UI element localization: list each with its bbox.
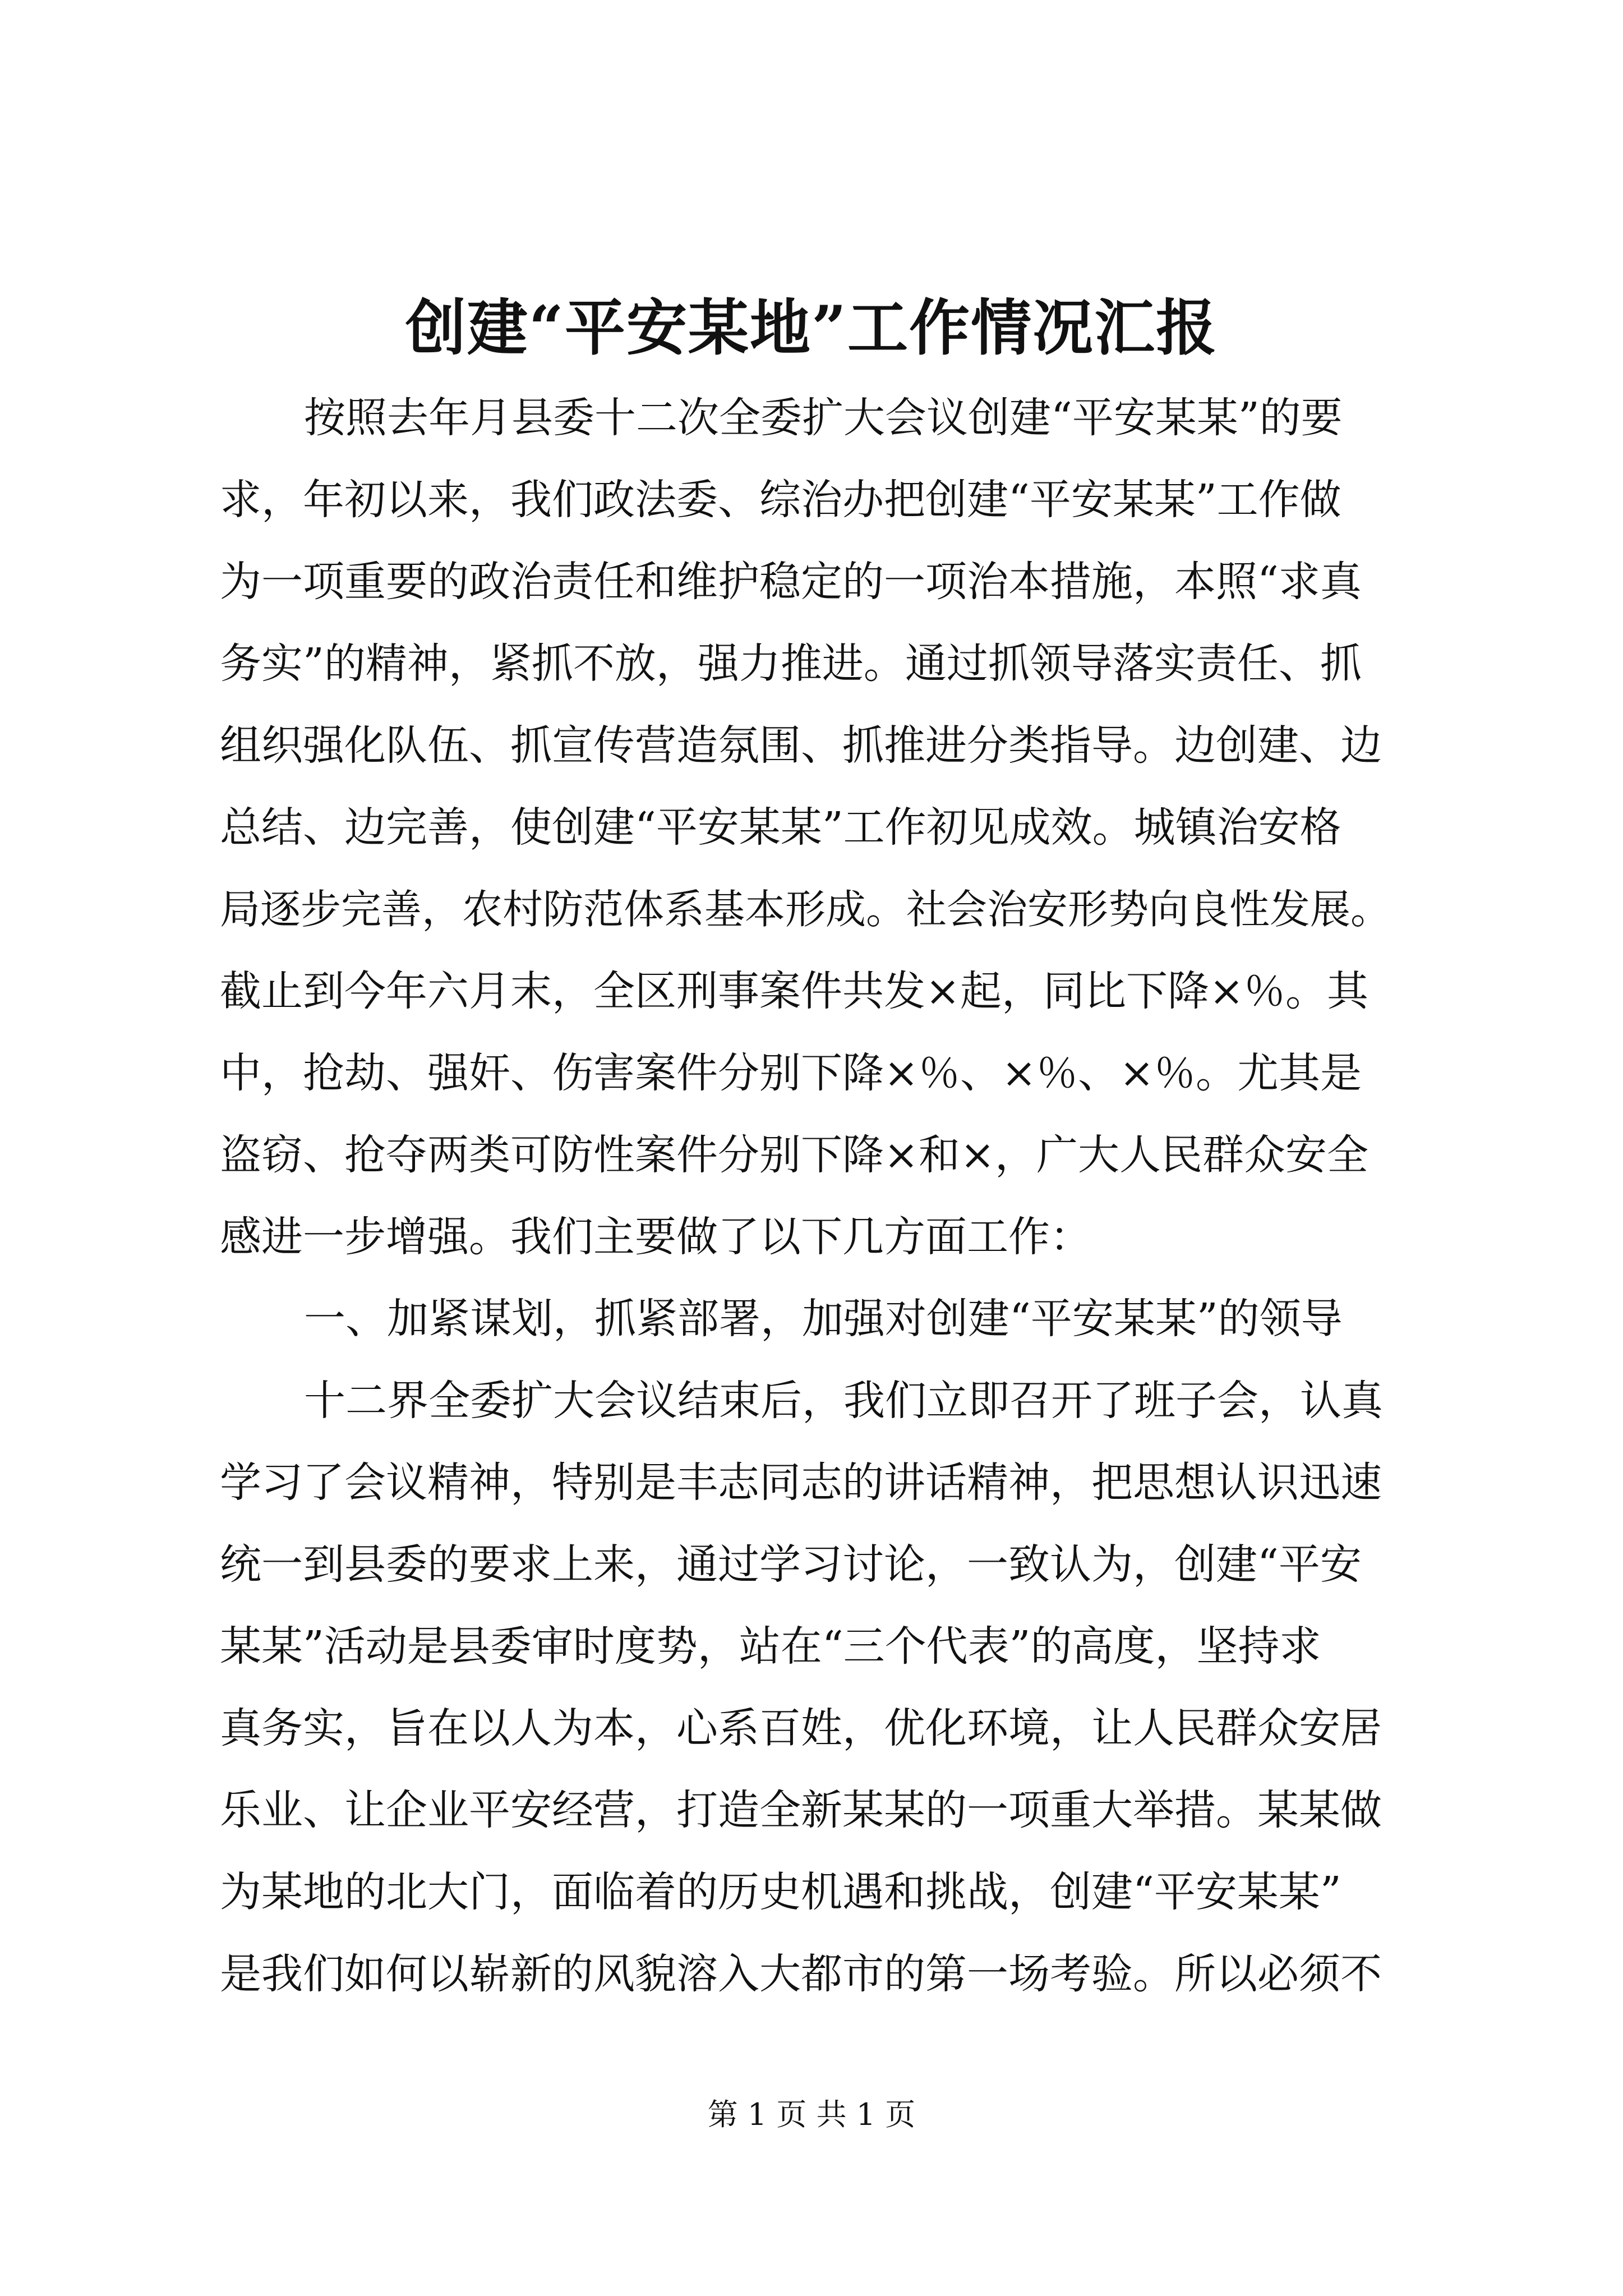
- section-heading: 一、加紧谋划，抓紧部署，加强对创建“平安某某”的领导: [304, 1295, 1343, 1343]
- paragraph-line: 务实”的精神，紧抓不放，强力推进。通过抓领导落实责任、抓: [220, 639, 1362, 688]
- document-title: 创建“平安某地”工作情况汇报: [405, 293, 1218, 364]
- paragraph-line: 中，抢劫、强奸、伤害案件分别下降×％、×％、×％。尤其是: [220, 1049, 1362, 1097]
- paragraph-line: 为某地的北大门，面临着的历史机遇和挑战，创建“平安某某”: [220, 1868, 1341, 1916]
- paragraph-line: 局逐步完善，农村防范体系基本形成。社会治安形势向良性发展。: [220, 886, 1391, 933]
- paragraph-line: 总结、边完善，使创建“平安某某”工作初见成效。城镇治安格: [220, 803, 1341, 852]
- paragraph-line: 组织强化队伍、抓宣传营造氛围、抓推进分类指导。边创建、边: [220, 721, 1382, 770]
- paragraph-line: 截止到今年六月末，全区刑事案件共发×起，同比下降×％。其: [220, 967, 1369, 1015]
- paragraph-line: 学习了会议精神，特别是丰志同志的讲话精神，把思想认识迅速: [220, 1458, 1382, 1507]
- paragraph-line: 某某”活动是县委审时度势，站在“三个代表”的高度，坚持求: [220, 1622, 1321, 1671]
- paragraph-line: 是我们如何以崭新的风貌溶入大都市的第一场考验。所以必须不: [220, 1950, 1382, 1998]
- paragraph-line: 十二界全委扩大会议结束后，我们立即召开了班子会，认真: [304, 1377, 1383, 1425]
- paragraph-line: 感进一步增强。我们主要做了以下几方面工作：: [220, 1213, 1091, 1261]
- paragraph-line: 乐业、让企业平安经营，打造全新某某的一项重大举措。某某做: [220, 1786, 1382, 1834]
- paragraph-line: 真务实，旨在以人为本，心系百姓，优化环境，让人民群众安居: [220, 1704, 1382, 1752]
- paragraph-line: 求，年初以来，我们政法委、综治办把创建“平安某某”工作做: [220, 476, 1341, 524]
- paragraph-line: 按照去年月县委十二次全委扩大会议创建“平安某某”的要: [304, 394, 1343, 442]
- paragraph-line: 为一项重要的政治责任和维护稳定的一项治本措施，本照“求真: [220, 558, 1362, 606]
- paragraph-line: 统一到县委的要求上来，通过学习讨论，一致认为，创建“平安: [220, 1540, 1362, 1589]
- document-body: [220, 377, 1403, 2015]
- paragraph-line: 盗窃、抢夺两类可防性案件分别下降×和×，广大人民群众安全: [220, 1131, 1369, 1179]
- page-number: 第 1 页 共 1 页: [707, 2097, 916, 2132]
